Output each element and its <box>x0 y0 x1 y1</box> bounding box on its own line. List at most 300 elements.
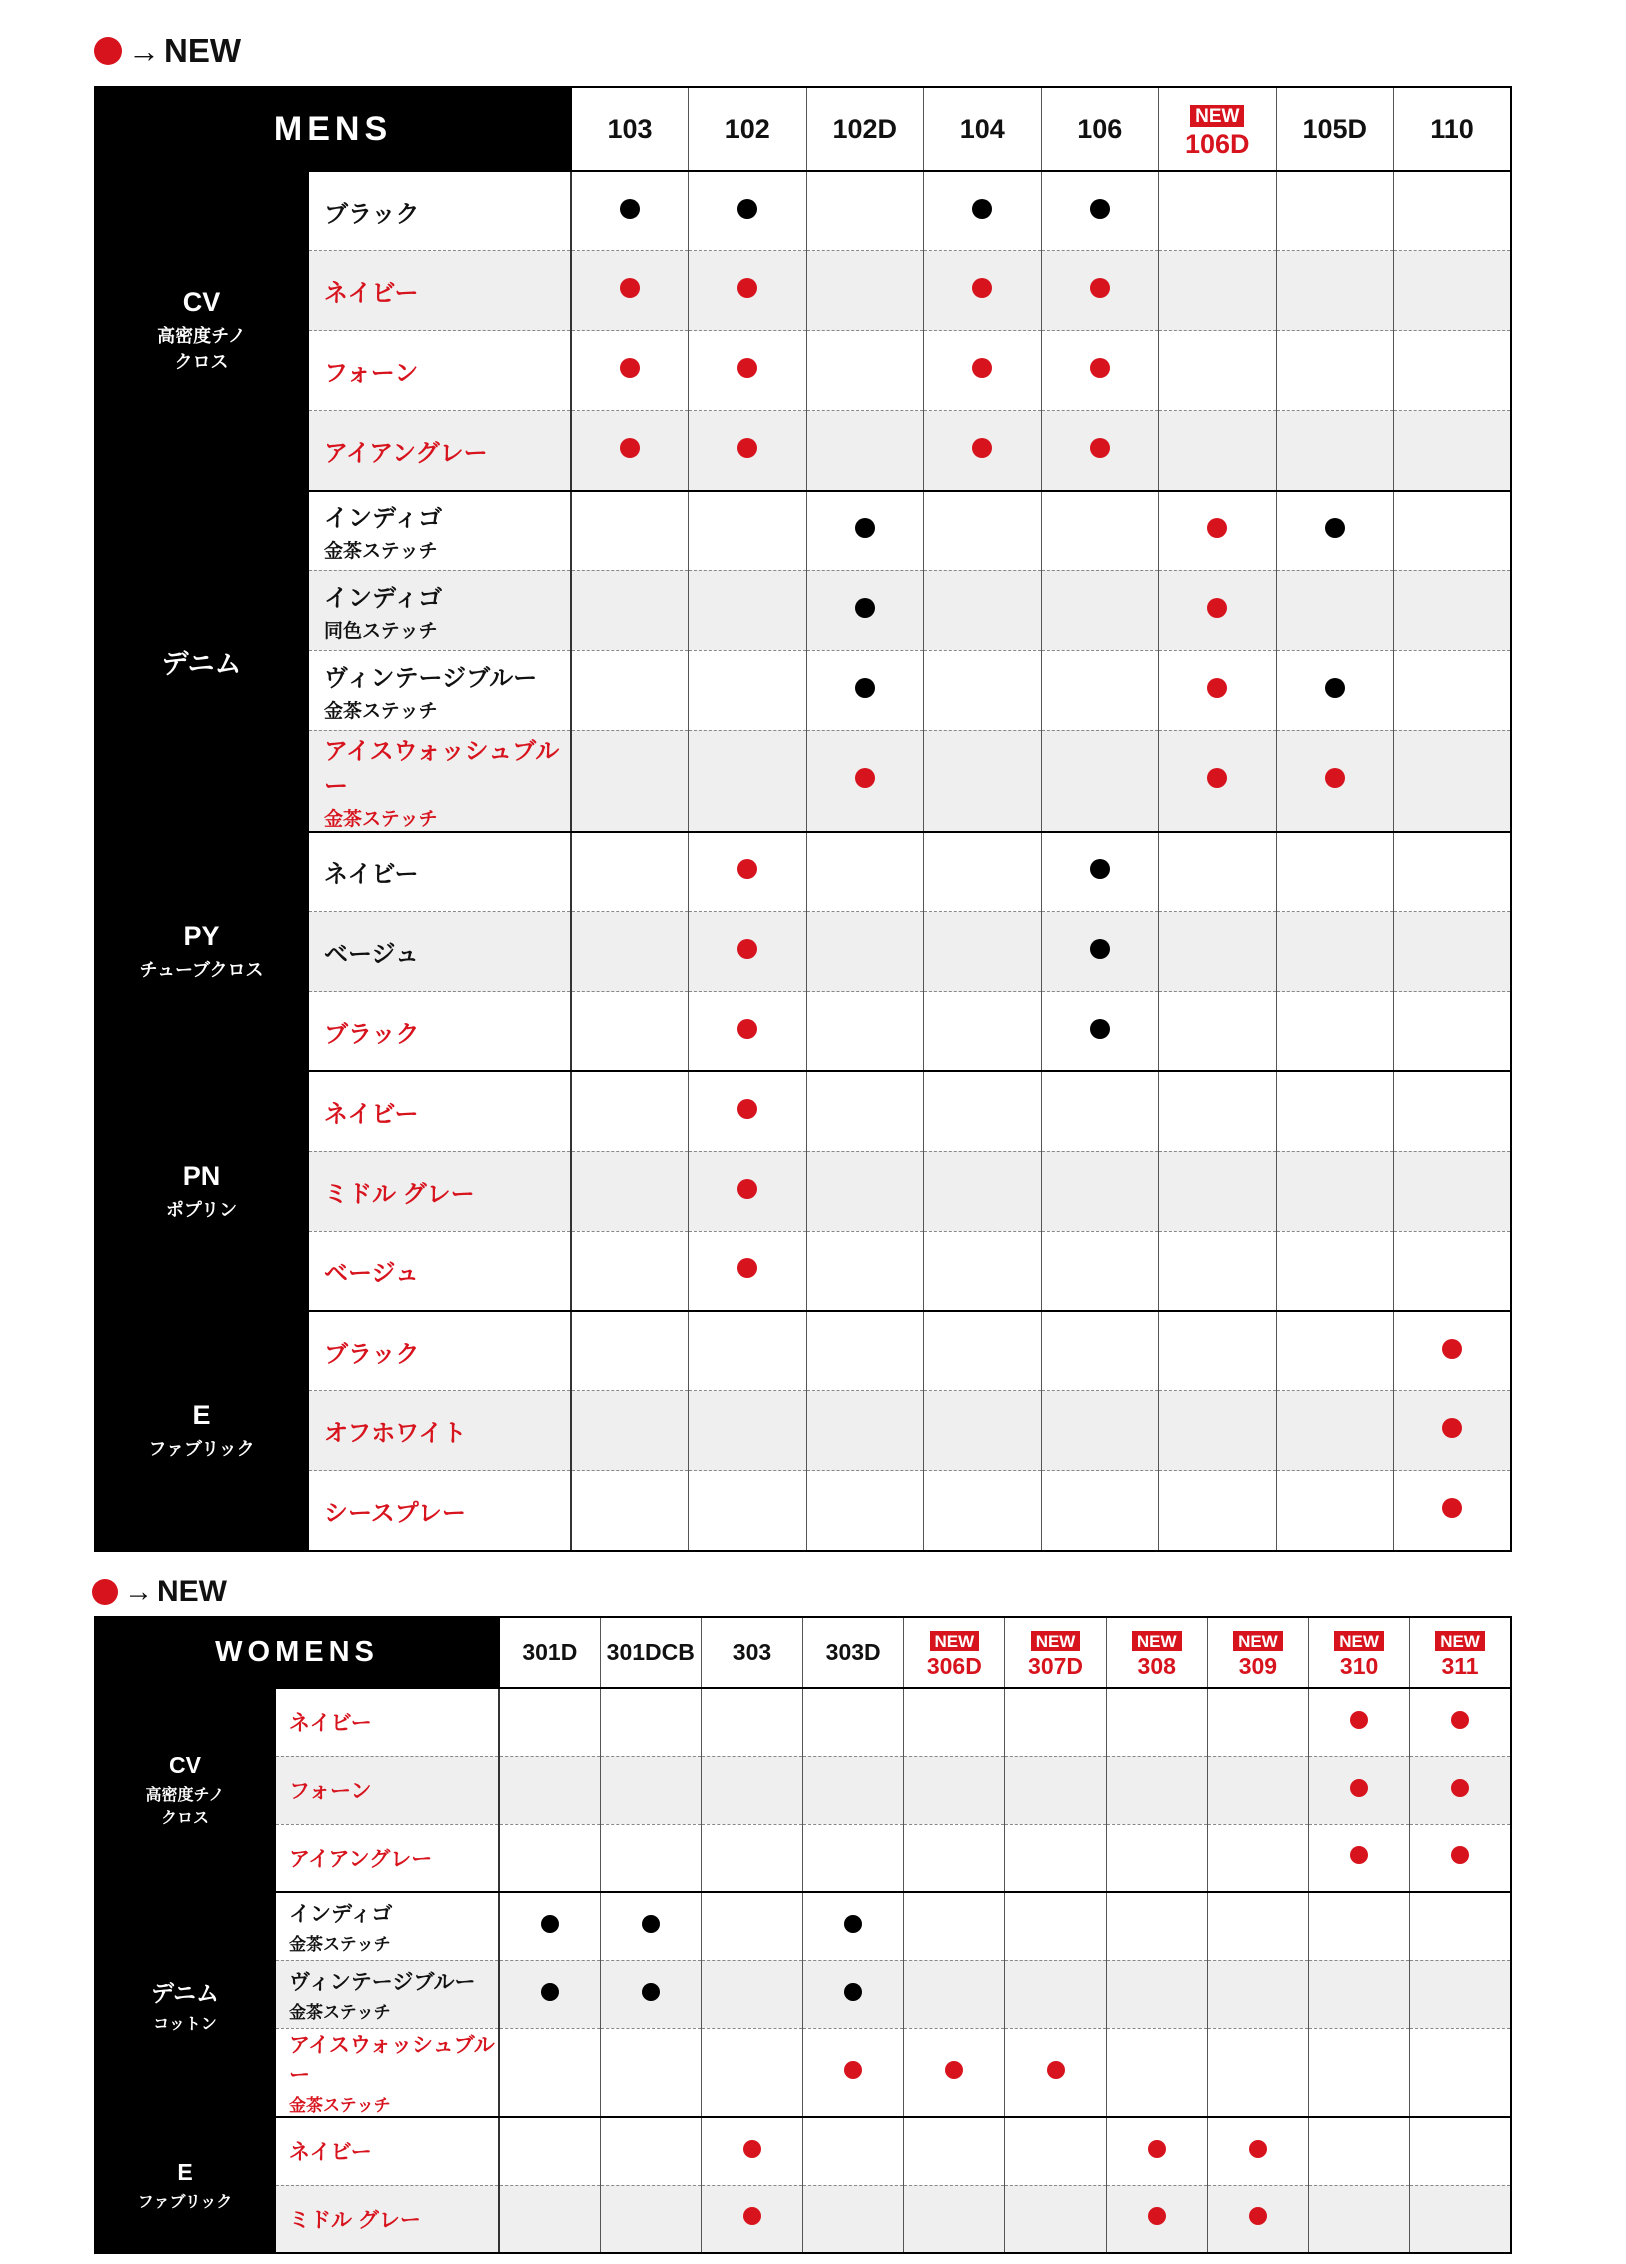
black-dot-icon <box>541 1915 559 1933</box>
table-row <box>95 832 1511 912</box>
availability-cell <box>1276 1311 1394 1391</box>
availability-cell <box>1394 992 1512 1072</box>
table-row <box>95 1960 1511 2028</box>
model-label: 103 <box>607 113 653 144</box>
color-name-cell <box>308 730 571 832</box>
availability-cell <box>689 1231 807 1311</box>
availability-cell <box>701 2117 802 2185</box>
red-dot-icon <box>1350 1711 1368 1729</box>
availability-cell <box>1159 992 1277 1072</box>
availability-cell <box>806 912 924 992</box>
color-name: ヴィンテージブルー <box>324 664 538 692</box>
availability-cell <box>1207 1892 1308 1960</box>
availability-cell <box>689 171 807 251</box>
fabric-code: デニム <box>150 1980 220 2007</box>
black-dot-icon <box>1090 859 1110 879</box>
model-label: 106 <box>1077 113 1123 144</box>
womens-color-table <box>94 1616 1512 2254</box>
availability-cell <box>571 570 689 650</box>
availability-cell <box>1276 411 1394 491</box>
model-label: 307D <box>1028 1652 1084 1679</box>
availability-cell <box>1276 832 1394 912</box>
black-dot-icon <box>855 598 875 618</box>
availability-cell <box>1394 730 1512 832</box>
availability-cell <box>1041 650 1159 730</box>
availability-cell <box>1276 251 1394 331</box>
availability-cell <box>571 1071 689 1151</box>
red-dot-icon <box>1325 768 1345 788</box>
model-header <box>1041 87 1159 171</box>
table-row <box>95 650 1511 730</box>
model-header <box>803 1617 904 1688</box>
red-dot-icon <box>737 1099 757 1119</box>
table-row <box>95 2028 1511 2117</box>
availability-cell <box>1394 912 1512 992</box>
availability-cell <box>1041 912 1159 992</box>
availability-cell <box>904 1688 1005 1756</box>
black-dot-icon <box>1325 678 1345 698</box>
color-name: インディゴ <box>324 505 443 533</box>
availability-cell <box>571 411 689 491</box>
table-row <box>95 1471 1511 1551</box>
red-dot-icon <box>855 768 875 788</box>
table-row <box>95 2185 1511 2253</box>
color-name-cell <box>308 992 571 1072</box>
model-header <box>1394 87 1512 171</box>
model-label: 306D <box>926 1652 982 1679</box>
new-badge: NEW <box>930 1631 980 1651</box>
color-name-cell <box>275 2185 499 2253</box>
availability-cell <box>803 2028 904 2117</box>
red-dot-icon <box>737 358 757 378</box>
availability-cell <box>1005 2028 1106 2117</box>
availability-cell <box>1394 251 1512 331</box>
fabric-code: PY <box>183 921 220 952</box>
red-dot-icon <box>972 358 992 378</box>
model-label: 301DCB <box>606 1639 695 1665</box>
availability-cell <box>1309 1892 1410 1960</box>
availability-cell <box>806 570 924 650</box>
availability-cell <box>571 251 689 331</box>
availability-cell <box>701 1892 802 1960</box>
table-row <box>95 1151 1511 1231</box>
red-dot-icon <box>1090 278 1110 298</box>
availability-cell <box>1005 1960 1106 2028</box>
availability-cell <box>571 650 689 730</box>
color-name: ネイビー <box>324 1101 419 1129</box>
red-dot-icon <box>743 2207 761 2225</box>
red-dot-icon <box>1451 1711 1469 1729</box>
availability-cell <box>1041 1071 1159 1151</box>
availability-cell <box>1159 832 1277 912</box>
availability-cell <box>600 1756 701 1824</box>
model-label: 110 <box>1430 113 1474 144</box>
availability-cell <box>1005 1892 1106 1960</box>
model-header <box>1159 87 1277 171</box>
model-label: 309 <box>1238 1652 1278 1679</box>
color-name-cell <box>308 570 571 650</box>
black-dot-icon <box>1090 1019 1110 1039</box>
table-row <box>95 570 1511 650</box>
black-dot-icon <box>972 199 992 219</box>
black-dot-icon <box>642 1915 660 1933</box>
availability-cell <box>1410 1688 1511 1756</box>
table-title: MENS <box>95 87 571 171</box>
red-dot-icon <box>1090 358 1110 378</box>
stitch-note: 金茶ステッチ <box>289 2095 391 2115</box>
availability-cell <box>701 1756 802 1824</box>
availability-cell <box>924 1471 1042 1551</box>
availability-cell <box>1159 251 1277 331</box>
availability-cell <box>571 912 689 992</box>
black-dot-icon <box>855 518 875 538</box>
availability-cell <box>806 171 924 251</box>
availability-cell <box>806 491 924 571</box>
model-label: 303D <box>825 1639 881 1665</box>
availability-cell <box>689 251 807 331</box>
availability-cell <box>1041 992 1159 1072</box>
model-label: 310 <box>1339 1652 1379 1679</box>
red-dot-icon <box>1249 2140 1267 2158</box>
availability-cell <box>701 2185 802 2253</box>
availability-cell <box>1106 1688 1207 1756</box>
availability-cell <box>499 2185 600 2253</box>
black-dot-icon <box>541 1983 559 2001</box>
red-dot-icon <box>1451 1779 1469 1797</box>
availability-cell <box>1106 2185 1207 2253</box>
fabric-group <box>95 1071 308 1311</box>
color-name-cell <box>308 650 571 730</box>
red-dot-icon <box>620 278 640 298</box>
model-label: 102D <box>832 113 898 144</box>
availability-cell <box>806 832 924 912</box>
red-dot-icon <box>737 859 757 879</box>
red-dot-icon <box>945 2061 963 2079</box>
availability-cell <box>689 1311 807 1391</box>
model-header <box>1410 1617 1511 1688</box>
availability-cell <box>1410 1756 1511 1824</box>
availability-cell <box>904 1824 1005 1892</box>
model-header <box>806 87 924 171</box>
stitch-note: 金茶ステッチ <box>324 808 438 830</box>
color-name-cell <box>275 1960 499 2028</box>
availability-cell <box>924 171 1042 251</box>
black-dot-icon <box>1090 939 1110 959</box>
availability-cell <box>806 992 924 1072</box>
availability-cell <box>1410 1824 1511 1892</box>
availability-cell <box>689 832 807 912</box>
color-name: アイスウォッシュブルー <box>289 2033 495 2087</box>
availability-cell <box>571 1151 689 1231</box>
color-name-cell <box>308 411 571 491</box>
availability-cell <box>904 1892 1005 1960</box>
availability-cell <box>803 1960 904 2028</box>
fabric-group <box>95 1892 275 2117</box>
table-row <box>95 992 1511 1072</box>
availability-cell <box>806 411 924 491</box>
availability-cell <box>1207 1756 1308 1824</box>
availability-cell <box>924 1151 1042 1231</box>
model-header <box>1276 87 1394 171</box>
fabric-code: CV <box>182 287 221 318</box>
fabric-group <box>95 1311 308 1551</box>
availability-cell <box>1041 1391 1159 1471</box>
availability-cell <box>1276 650 1394 730</box>
table-row <box>95 1311 1511 1391</box>
availability-cell <box>1159 912 1277 992</box>
color-name: ミドル グレー <box>289 2208 421 2232</box>
availability-cell <box>1159 570 1277 650</box>
color-name: オフホワイト <box>324 1420 467 1448</box>
availability-cell <box>1394 1471 1512 1551</box>
availability-cell <box>924 912 1042 992</box>
availability-cell <box>1309 1960 1410 2028</box>
black-dot-icon <box>620 199 640 219</box>
availability-cell <box>1207 2028 1308 2117</box>
availability-cell <box>1394 570 1512 650</box>
red-dot-icon <box>737 1019 757 1039</box>
color-name-cell <box>308 1311 571 1391</box>
model-header <box>689 87 807 171</box>
availability-cell <box>1309 2117 1410 2185</box>
fabric-description: チューブクロス <box>139 960 264 981</box>
availability-cell <box>1005 1688 1106 1756</box>
red-dot-icon <box>1207 518 1227 538</box>
availability-cell <box>689 1151 807 1231</box>
availability-cell <box>689 1471 807 1551</box>
table-row <box>95 1688 1511 1756</box>
availability-cell <box>806 1391 924 1471</box>
availability-cell <box>806 251 924 331</box>
red-dot-icon <box>737 1258 757 1278</box>
red-dot-icon <box>1207 598 1227 618</box>
model-label: 102 <box>724 113 770 144</box>
availability-cell <box>499 1824 600 1892</box>
availability-cell <box>571 992 689 1072</box>
availability-cell <box>806 331 924 411</box>
stitch-note: 金茶ステッチ <box>289 2002 391 2022</box>
availability-cell <box>701 1960 802 2028</box>
availability-cell <box>1394 650 1512 730</box>
availability-cell <box>1159 411 1277 491</box>
availability-cell <box>1394 1231 1512 1311</box>
availability-cell <box>1041 251 1159 331</box>
red-dot-icon <box>1350 1779 1368 1797</box>
legend-men <box>94 32 241 70</box>
availability-cell <box>924 570 1042 650</box>
color-name: アイアングレー <box>324 439 488 467</box>
availability-cell <box>1410 1892 1511 1960</box>
availability-cell <box>1207 2185 1308 2253</box>
model-label: 303 <box>732 1639 772 1665</box>
availability-cell <box>689 992 807 1072</box>
color-name-cell <box>275 1688 499 1756</box>
availability-cell <box>1041 411 1159 491</box>
fabric-group <box>95 832 308 1072</box>
availability-cell <box>1394 1071 1512 1151</box>
legend-new-label: NEW <box>164 32 241 69</box>
new-badge: NEW <box>1132 1631 1182 1651</box>
availability-cell <box>1394 491 1512 571</box>
color-name: アイスウォッシュブルー <box>324 737 560 800</box>
availability-cell <box>924 730 1042 832</box>
model-header <box>600 1617 701 1688</box>
availability-cell <box>1041 1151 1159 1231</box>
availability-cell <box>1159 1071 1277 1151</box>
fabric-code: デニム <box>161 648 242 679</box>
availability-cell <box>1159 331 1277 411</box>
model-header <box>701 1617 802 1688</box>
availability-cell <box>571 1231 689 1311</box>
availability-cell <box>689 1071 807 1151</box>
availability-cell <box>803 1824 904 1892</box>
stitch-note: 金茶ステッチ <box>324 541 438 563</box>
red-dot-icon <box>737 438 757 458</box>
color-name: ブラック <box>324 1020 420 1048</box>
availability-cell <box>499 1756 600 1824</box>
availability-cell <box>1041 730 1159 832</box>
availability-cell <box>1309 2028 1410 2117</box>
availability-cell <box>904 2185 1005 2253</box>
availability-cell <box>701 1824 802 1892</box>
availability-cell <box>1276 1071 1394 1151</box>
fabric-description: ファブリック <box>148 1439 255 1460</box>
table-row <box>95 411 1511 491</box>
color-name-cell <box>308 171 571 251</box>
table-row <box>95 491 1511 571</box>
availability-cell <box>924 992 1042 1072</box>
fabric-code: PN <box>182 1160 221 1191</box>
availability-cell <box>1207 1688 1308 1756</box>
fabric-code: E <box>192 1400 211 1431</box>
red-dot-icon <box>972 278 992 298</box>
red-dot-icon <box>1148 2140 1166 2158</box>
availability-cell <box>600 2028 701 2117</box>
availability-cell <box>924 1391 1042 1471</box>
color-name-cell <box>308 912 571 992</box>
availability-cell <box>1410 2028 1511 2117</box>
availability-cell <box>924 1311 1042 1391</box>
availability-cell <box>1394 1151 1512 1231</box>
availability-cell <box>571 331 689 411</box>
availability-cell <box>1276 1471 1394 1551</box>
black-dot-icon <box>1090 199 1110 219</box>
availability-cell <box>499 2028 600 2117</box>
model-header <box>499 1617 600 1688</box>
availability-cell <box>1041 491 1159 571</box>
availability-cell <box>1005 1756 1106 1824</box>
availability-cell <box>904 1756 1005 1824</box>
availability-cell <box>1276 570 1394 650</box>
availability-cell <box>1041 1471 1159 1551</box>
availability-cell <box>571 832 689 912</box>
black-dot-icon <box>844 1915 862 1933</box>
new-badge: NEW <box>1190 105 1244 127</box>
availability-cell <box>1207 1960 1308 2028</box>
availability-cell <box>803 1688 904 1756</box>
red-dot-icon <box>743 2140 761 2158</box>
new-badge: NEW <box>1334 1631 1384 1651</box>
availability-cell <box>1410 2185 1511 2253</box>
fabric-code: E <box>177 2158 193 2185</box>
red-dot-icon <box>737 939 757 959</box>
fabric-code: CV <box>169 1752 201 1779</box>
fabric-description: 高密度チノ クロス <box>145 1787 225 1828</box>
availability-cell <box>803 1756 904 1824</box>
table-row <box>95 1824 1511 1892</box>
stitch-note: 金茶ステッチ <box>289 1935 391 1955</box>
availability-cell <box>600 1892 701 1960</box>
fabric-description: コットン <box>153 2016 217 2034</box>
color-name-cell <box>275 2028 499 2117</box>
table-row <box>95 1231 1511 1311</box>
red-dot-icon <box>1442 1339 1462 1359</box>
fabric-group <box>95 2117 275 2253</box>
model-label: 105D <box>1302 113 1368 144</box>
availability-cell <box>904 1960 1005 2028</box>
availability-cell <box>1005 2117 1106 2185</box>
availability-cell <box>803 2185 904 2253</box>
availability-cell <box>1394 832 1512 912</box>
availability-cell <box>924 1071 1042 1151</box>
red-dot-icon <box>92 1579 118 1605</box>
new-badge: NEW <box>1435 1631 1485 1651</box>
availability-cell <box>1207 1824 1308 1892</box>
availability-cell <box>924 650 1042 730</box>
availability-cell <box>1159 1311 1277 1391</box>
availability-cell <box>1410 2117 1511 2185</box>
availability-cell <box>1041 1231 1159 1311</box>
table-row <box>95 730 1511 832</box>
fabric-description: 高密度チノ クロス <box>157 326 246 373</box>
availability-cell <box>1309 1756 1410 1824</box>
table-row <box>95 912 1511 992</box>
availability-cell <box>689 730 807 832</box>
color-name-cell <box>308 1471 571 1551</box>
red-dot-icon <box>1090 438 1110 458</box>
table-row <box>95 251 1511 331</box>
availability-cell <box>499 1892 600 1960</box>
black-dot-icon <box>1325 518 1345 538</box>
model-label: 301D <box>522 1639 578 1665</box>
model-header <box>1207 1617 1308 1688</box>
availability-cell <box>600 1824 701 1892</box>
table-title: WOMENS <box>95 1617 499 1688</box>
color-name: ネイビー <box>324 861 419 889</box>
table-row <box>95 1071 1511 1151</box>
red-dot-icon <box>1148 2207 1166 2225</box>
mens-color-table <box>94 86 1512 1552</box>
new-badge: NEW <box>1031 1631 1081 1651</box>
availability-cell <box>689 491 807 571</box>
color-name: ベージュ <box>324 941 420 969</box>
red-dot-icon <box>1047 2061 1065 2079</box>
color-name: インディゴ <box>324 584 443 612</box>
availability-cell <box>1276 1231 1394 1311</box>
black-dot-icon <box>844 1983 862 2001</box>
availability-cell <box>571 1311 689 1391</box>
availability-cell <box>1394 171 1512 251</box>
color-name: フォーン <box>289 1780 372 1804</box>
availability-cell <box>1394 331 1512 411</box>
availability-cell <box>701 1688 802 1756</box>
availability-cell <box>806 730 924 832</box>
color-name-cell <box>275 1824 499 1892</box>
availability-cell <box>1106 1960 1207 2028</box>
availability-cell <box>571 1391 689 1471</box>
availability-cell <box>1159 1231 1277 1311</box>
color-name-cell <box>308 1151 571 1231</box>
